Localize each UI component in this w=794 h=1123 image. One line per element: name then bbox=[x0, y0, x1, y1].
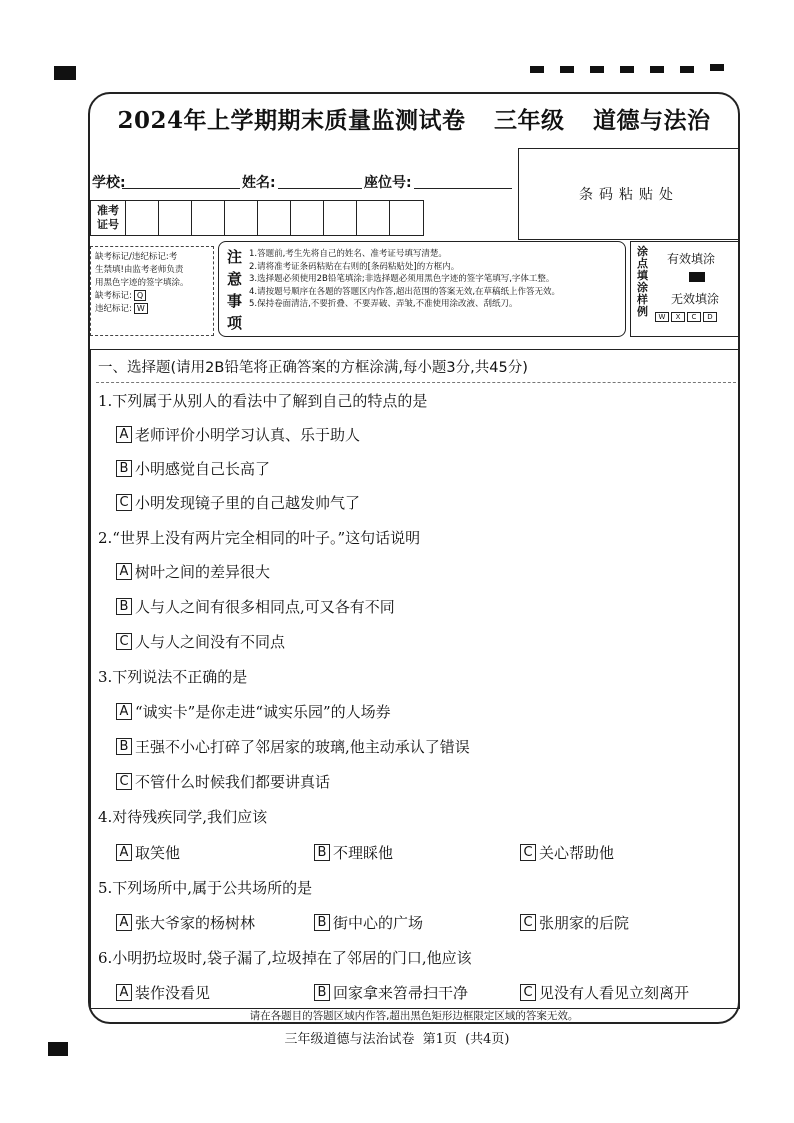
exam-number-cell[interactable] bbox=[126, 201, 159, 235]
footer-page-number: 第1页 bbox=[422, 1032, 457, 1047]
answer-area-note: 请在各题目的答题区域内作答,超出黑色矩形边框限定区域的答案无效。 bbox=[249, 1010, 579, 1022]
option-key-box: B bbox=[314, 984, 330, 1001]
notice-item: 5.保持卷面清洁,不要折叠、不要弄破、弄皱,不准使用涂改液、刮纸刀。 bbox=[249, 299, 518, 309]
school-field[interactable] bbox=[122, 188, 240, 189]
invalid-sample: D bbox=[703, 312, 717, 322]
question-stem: 4.对待残疾同学,我们应该 bbox=[98, 808, 268, 826]
option[interactable]: C 见没有人看见立刻离开 bbox=[520, 982, 689, 1003]
seat-label: 座位号: bbox=[364, 175, 412, 191]
invalid-fill-label: 无效填涂 bbox=[671, 292, 720, 306]
invalid-sample: C bbox=[687, 312, 701, 322]
timing-mark bbox=[710, 64, 724, 71]
option[interactable]: A 老师评价小明学习认真、乐于助人 bbox=[116, 424, 360, 445]
timing-mark bbox=[530, 66, 544, 73]
option[interactable]: B 人与人之间有很多相同点,可又各有不同 bbox=[116, 596, 395, 617]
notice-item: 3.选择题必须使用2B铅笔填涂;非选择题必须用黑色字迹的签字笔填写,字体工整。 bbox=[249, 274, 555, 284]
option-key-box: C bbox=[116, 633, 132, 650]
option-key-box: A bbox=[116, 426, 132, 443]
footer-total-pages: (共4页) bbox=[465, 1032, 510, 1047]
question-stem: 3.下列说法不正确的是 bbox=[98, 668, 248, 686]
title-grade: 三年级 bbox=[494, 107, 565, 134]
option[interactable]: B 王强不小心打碎了邻居家的玻璃,他主动承认了错误 bbox=[116, 736, 470, 757]
option[interactable]: A 取笑他 bbox=[116, 842, 180, 863]
fill-example-box bbox=[630, 241, 740, 337]
option[interactable]: B 街中心的广场 bbox=[314, 912, 423, 933]
absent-mark-box[interactable]: Q bbox=[134, 290, 146, 301]
option[interactable]: B 回家拿来笤帚扫干净 bbox=[314, 982, 468, 1003]
title-subject: 道德与法治 bbox=[593, 107, 711, 134]
page-footer bbox=[0, 1028, 794, 1047]
timing-mark bbox=[590, 66, 604, 73]
option-key-box: A bbox=[116, 844, 132, 861]
name-field[interactable] bbox=[278, 188, 362, 189]
school-label: 学校: bbox=[92, 175, 126, 191]
timing-mark bbox=[560, 66, 574, 73]
invalid-fill-samples bbox=[655, 312, 717, 322]
question-stem: 2.“世界上没有两片完全相同的叶子。”这句话说明 bbox=[98, 529, 421, 547]
notice-item: 1.答题前,考生先将自己的姓名、准考证号填写清楚。 bbox=[249, 249, 447, 259]
option-key-box: B bbox=[116, 460, 132, 477]
option-key-box: A bbox=[116, 563, 132, 580]
option-key-box: C bbox=[116, 773, 132, 790]
title-term: 2024年上学期期末质量监测试卷 bbox=[117, 107, 466, 134]
exam-number-cell[interactable] bbox=[225, 201, 258, 235]
corner-marker-top-left bbox=[54, 66, 76, 80]
invalid-sample: X bbox=[671, 312, 685, 322]
page-title bbox=[88, 102, 740, 135]
option-key-box: A bbox=[116, 984, 132, 1001]
option[interactable]: C 人与人之间没有不同点 bbox=[116, 631, 285, 652]
option[interactable]: C 不管什么时候我们都要讲真话 bbox=[116, 771, 330, 792]
option-key-box: B bbox=[116, 598, 132, 615]
timing-mark bbox=[650, 66, 664, 73]
option[interactable]: B 小明感觉自己长高了 bbox=[116, 458, 270, 479]
question-stem: 6.小明扔垃圾时,袋子漏了,垃圾掉在了邻居的门口,他应该 bbox=[98, 949, 472, 967]
name-label: 姓名: bbox=[242, 175, 276, 191]
option-key-box: B bbox=[314, 914, 330, 931]
notice-items bbox=[249, 248, 621, 311]
option[interactable]: C 小明发现镜子里的自己越发帅气了 bbox=[116, 492, 360, 513]
notice-heading: 注 意 事 项 bbox=[227, 248, 243, 332]
option-key-box: A bbox=[116, 914, 132, 931]
option-key-box: C bbox=[520, 844, 536, 861]
valid-fill-sample bbox=[689, 272, 705, 282]
valid-fill-label: 有效填涂 bbox=[667, 252, 716, 266]
fill-example-heading: 涂 点 填 涂 样 例 bbox=[637, 245, 648, 318]
absent-violation-box: 缺考标记/违纪标记:考 生禁填!由监考老师负责 用黑色字迹的签字填涂。 缺考标记: Q 违纪标记: W bbox=[90, 246, 214, 336]
timing-mark bbox=[620, 66, 634, 73]
option[interactable]: B 不理睬他 bbox=[314, 842, 393, 863]
notice-box bbox=[218, 241, 626, 337]
option[interactable]: C 张朋家的后院 bbox=[520, 912, 629, 933]
exam-number-cell[interactable] bbox=[291, 201, 324, 235]
exam-number-label: 准考 证号 bbox=[91, 201, 126, 235]
question-stem: 5.下列场所中,属于公共场所的是 bbox=[98, 879, 313, 897]
option-key-box: C bbox=[116, 494, 132, 511]
option-key-box: C bbox=[520, 914, 536, 931]
option[interactable]: A 装作没看见 bbox=[116, 982, 210, 1003]
exam-number-cell[interactable] bbox=[390, 201, 423, 235]
barcode-area[interactable]: 条码粘贴处 bbox=[518, 148, 740, 240]
footer-exam-name: 三年级道德与法治试卷 bbox=[284, 1032, 415, 1047]
timing-mark bbox=[680, 66, 694, 73]
invalid-sample: W bbox=[655, 312, 669, 322]
option[interactable]: C 关心帮助他 bbox=[520, 842, 614, 863]
exam-number-cell[interactable] bbox=[357, 201, 390, 235]
option-key-box: B bbox=[116, 738, 132, 755]
notice-item: 2.请将准考证条码粘贴在右则的[条码粘贴处]的方框内。 bbox=[249, 261, 460, 272]
option[interactable]: A 树叶之间的差异很大 bbox=[116, 561, 270, 582]
question-stem: 1.下列属于从别人的看法中了解到自己的特点的是 bbox=[98, 392, 428, 410]
exam-number-cell[interactable] bbox=[324, 201, 357, 235]
option-key-box: C bbox=[520, 984, 536, 1001]
option[interactable]: A “诚实卡”是你走进“诚实乐园”的人场券 bbox=[116, 701, 391, 722]
exam-number-cell[interactable] bbox=[258, 201, 291, 235]
notice-item: 4.请按题号顺序在各题的答题区内作答,超出范围的答案无效,在草稿纸上作答无效。 bbox=[249, 286, 561, 297]
seat-field[interactable] bbox=[414, 188, 512, 189]
exam-number-grid bbox=[90, 200, 424, 236]
violation-mark-box[interactable]: W bbox=[134, 303, 148, 314]
section-title: 一、选择题(请用2B铅笔将正确答案的方框涂满,每小题3分,共45分) bbox=[98, 360, 528, 376]
option-key-box: B bbox=[314, 844, 330, 861]
option-key-box: A bbox=[116, 703, 132, 720]
option[interactable]: A 张大爷家的杨树林 bbox=[116, 912, 255, 933]
exam-number-cell[interactable] bbox=[159, 201, 192, 235]
section-divider bbox=[96, 382, 736, 383]
exam-number-cell[interactable] bbox=[192, 201, 225, 235]
